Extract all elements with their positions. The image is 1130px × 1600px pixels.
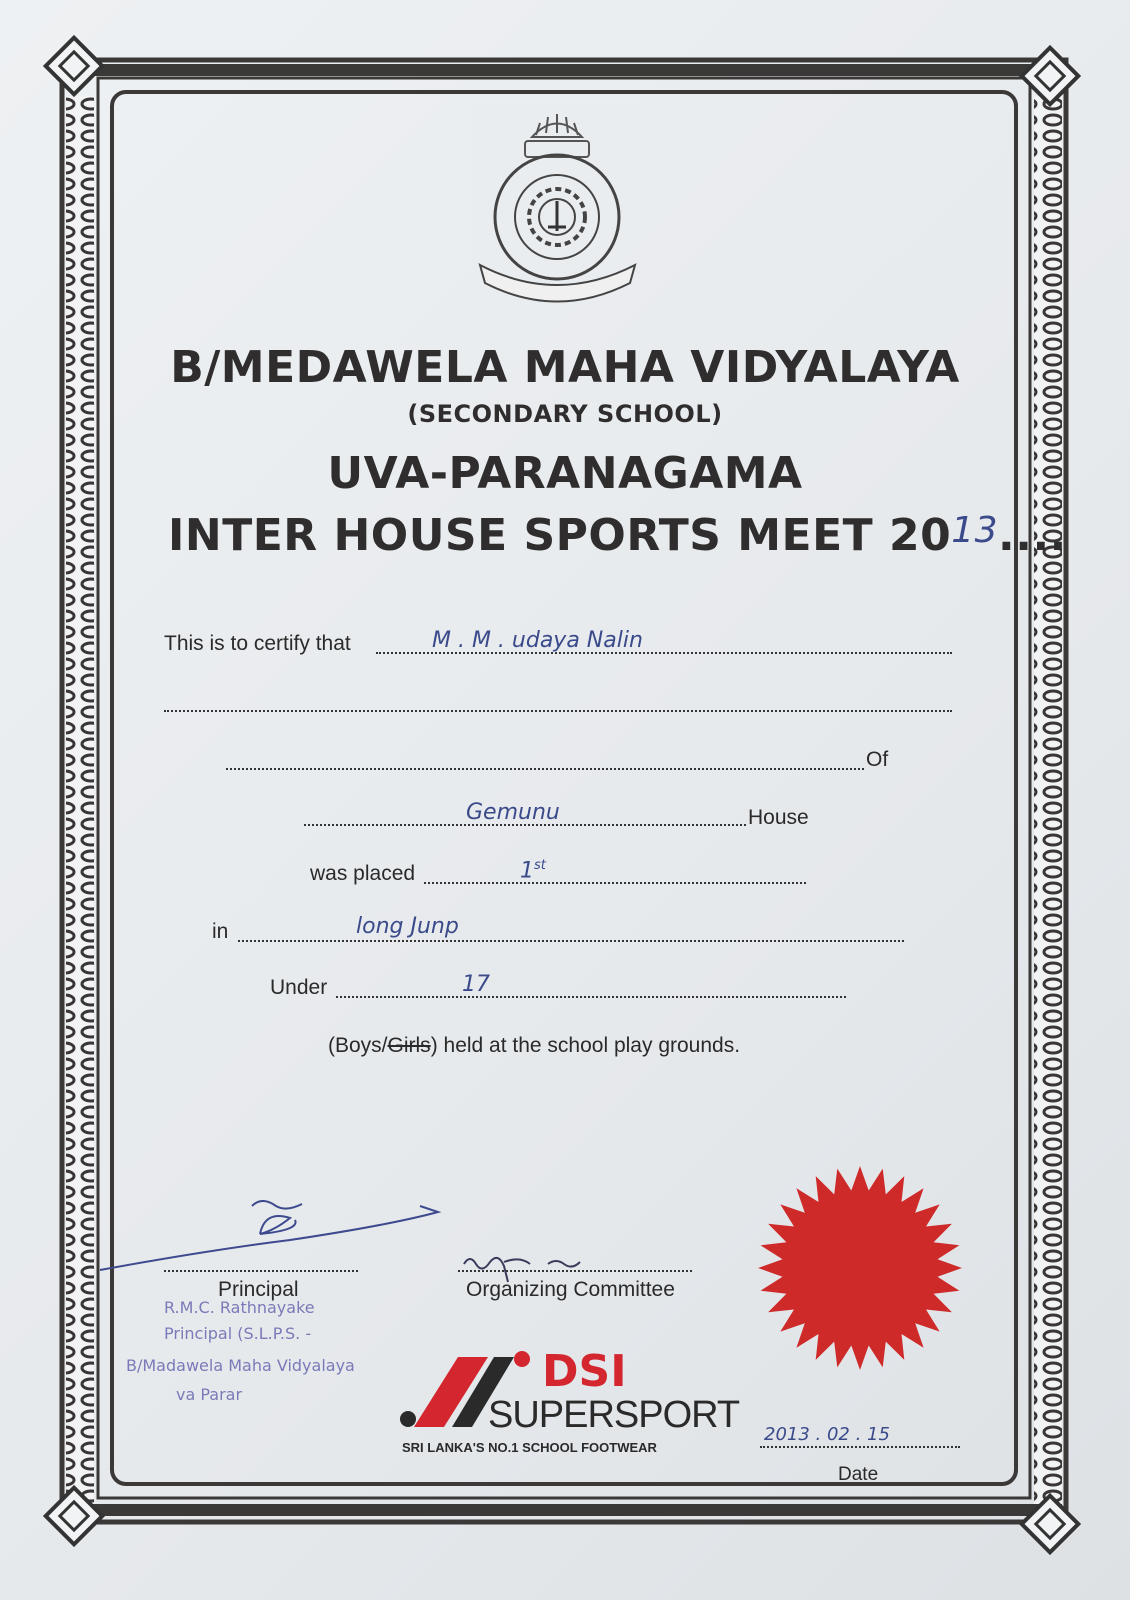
event-heading-prefix: INTER HOUSE SPORTS MEET 20 <box>168 510 952 561</box>
under-label: Under <box>270 976 328 999</box>
school-name-heading: B/MEDAWELA MAHA VIDYALAYA <box>170 342 960 393</box>
principal-sign-line <box>164 1270 358 1272</box>
place-value-handwritten <box>520 858 546 883</box>
gender-open: (Boys/ <box>328 1034 388 1057</box>
event-heading <box>168 510 1067 561</box>
stamp-line-3: B/Madawela Maha Vidyalaya <box>126 1356 355 1375</box>
recipient-name-handwritten: M . M . udaya Nalin <box>432 628 643 653</box>
stamp-line-4: va Parar <box>176 1385 243 1404</box>
school-crest-icon <box>470 105 645 320</box>
gender-close: ) held at the school play grounds. <box>430 1034 741 1057</box>
age-dotted-line <box>336 996 846 998</box>
sponsor-product: SUPERSPORT <box>488 1394 740 1436</box>
house-label: House <box>748 806 809 829</box>
date-dotted-line <box>760 1446 960 1448</box>
principal-label: Principal <box>218 1278 299 1301</box>
right-chain-border <box>1034 96 1062 1506</box>
placed-label: was placed <box>310 862 416 885</box>
school-type-subheading: (SECONDARY SCHOOL) <box>407 400 723 428</box>
place-dotted-line <box>424 882 806 884</box>
house-value-handwritten: Gemunu <box>466 800 560 825</box>
event-dotted-line <box>238 940 904 942</box>
age-value-handwritten: 17 <box>462 972 490 997</box>
sponsor-tagline: SRI LANKA'S NO.1 SCHOOL FOOTWEAR <box>402 1440 657 1455</box>
event-heading-suffix: .... <box>998 510 1067 561</box>
left-chain-border <box>66 96 94 1506</box>
in-label: in <box>212 920 229 943</box>
date-label: Date <box>838 1464 879 1485</box>
sponsor-brand: DSI <box>542 1346 627 1397</box>
place-suffix: st <box>534 858 546 873</box>
red-starburst-seal-icon <box>755 1163 965 1373</box>
committee-label: Organizing Committee <box>466 1278 675 1301</box>
name-dotted-line-3 <box>226 768 864 770</box>
stamp-line-2: Principal (S.L.P.S. - <box>164 1324 312 1343</box>
of-label: Of <box>866 748 889 771</box>
location-heading: UVA-PARANAGAMA <box>327 448 803 499</box>
principal-signature-icon <box>90 1200 450 1280</box>
name-dotted-line-2 <box>164 710 952 712</box>
committee-sign-line <box>458 1270 692 1272</box>
corner-ornament-icon <box>46 38 103 95</box>
event-value-handwritten: long Junp <box>356 914 459 939</box>
stamp-line-1: R.M.C. Rathnayake <box>164 1298 315 1317</box>
gender-struck: Girls <box>387 1034 431 1057</box>
certify-label: This is to certify that <box>164 632 351 655</box>
date-value-handwritten: 2013 . 02 . 15 <box>764 1424 890 1445</box>
event-year-handwritten: 13 <box>951 510 999 551</box>
place-number: 1 <box>520 858 534 884</box>
gender-line <box>328 1034 740 1058</box>
